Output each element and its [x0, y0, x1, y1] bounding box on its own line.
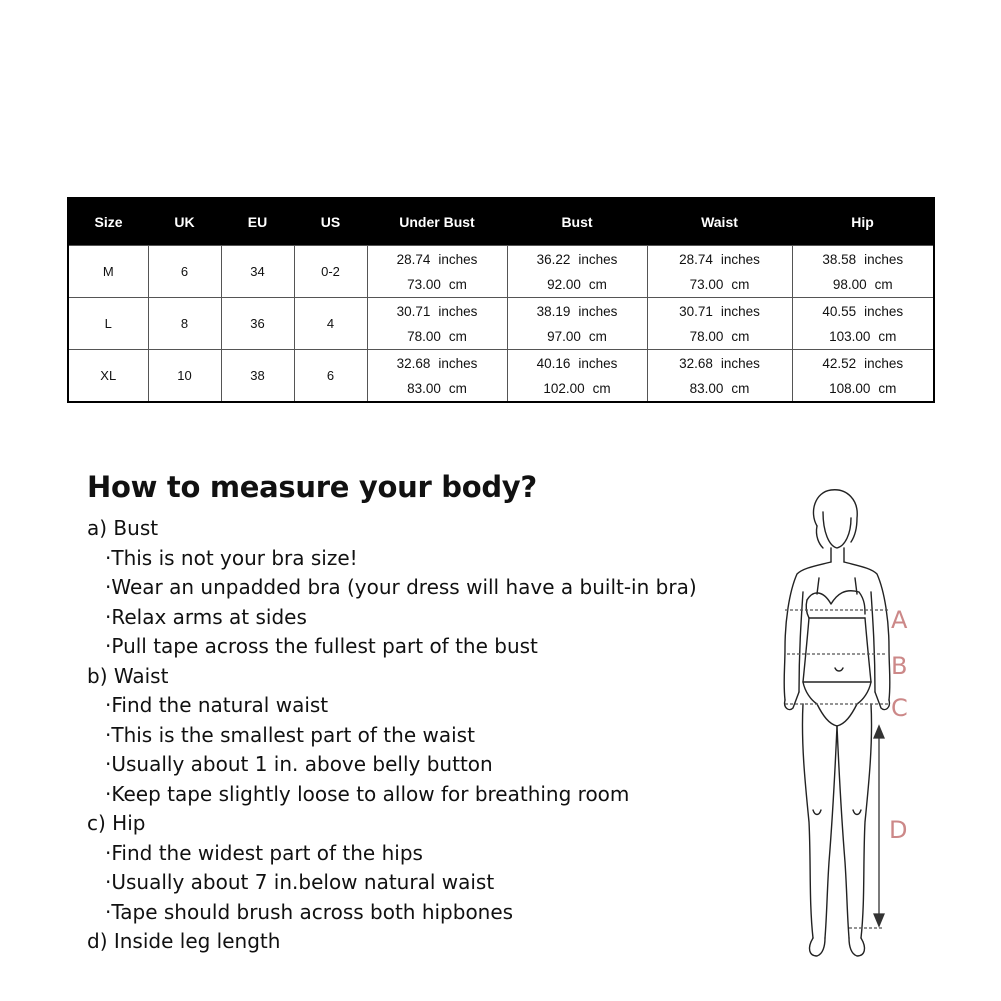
marker-a: A: [891, 606, 908, 634]
uk-cell: 8: [148, 298, 221, 350]
eu-cell: 36: [221, 298, 294, 350]
uk-cell: 10: [148, 350, 221, 403]
bust-section-label: a) Bust: [87, 516, 159, 540]
measure-markers: [889, 606, 908, 844]
us-cell: 6: [294, 350, 367, 403]
hip-inches: 40.55: [822, 303, 857, 319]
hip-cm: 108.00: [829, 380, 871, 396]
bust-cm: 102.00: [543, 380, 585, 396]
unit-cm: cm: [588, 276, 607, 292]
hip-tip: ·Usually about 7 in.below natural waist: [105, 870, 495, 894]
table-row: [68, 350, 934, 403]
waist-cm: 83.00: [689, 380, 724, 396]
measurement-lines: [785, 610, 889, 928]
hip-inches: 42.52: [822, 355, 857, 371]
bust-cm: 92.00: [547, 276, 581, 292]
under-bust-cell: [367, 350, 507, 403]
hip-cell: [792, 246, 934, 298]
bust-cm: 97.00: [547, 328, 581, 344]
table-header-row: [68, 198, 934, 246]
bust-tip: ·Wear an unpadded bra (your dress will have a built-in bra): [105, 575, 697, 599]
hip-cell: [792, 298, 934, 350]
waist-tip: ·Usually about 1 in. above belly button: [105, 752, 493, 776]
waist-inches: 28.74: [679, 251, 713, 267]
unit-cm: cm: [731, 328, 750, 344]
inside-leg-arrow: [874, 726, 884, 926]
bust-tip: ·This is not your bra size!: [105, 545, 358, 570]
header-waist: Waist: [647, 198, 792, 246]
bust-inches: 36.22: [536, 251, 571, 267]
waist-inches: 30.71: [679, 303, 713, 319]
unit-cm: cm: [588, 328, 607, 344]
us-cell: 4: [294, 298, 367, 350]
unit-inches: inches: [864, 251, 904, 267]
bust-cell: [507, 298, 647, 350]
header-us: US: [294, 198, 367, 246]
unit-cm: cm: [731, 380, 750, 396]
hip-inches: 38.58: [822, 251, 857, 267]
hip-tip: ·Tape should brush across both hipbones: [105, 899, 514, 924]
header-uk: UK: [148, 198, 221, 246]
unit-inches: inches: [720, 251, 760, 267]
bust-cell: [507, 246, 647, 298]
unit-inches: inches: [438, 251, 478, 267]
under-bust-cm: 73.00: [407, 276, 441, 292]
bust-inches: 40.16: [536, 355, 571, 371]
guide-title: How to measure your body?: [87, 470, 537, 504]
size-cell: M: [68, 246, 148, 298]
hip-tip: ·Find the widest part of the hips: [105, 840, 423, 865]
under-bust-cm: 83.00: [407, 380, 441, 396]
hip-cm: 98.00: [832, 276, 867, 292]
waist-cell: [647, 350, 792, 403]
measure-guide: [87, 470, 767, 957]
under-bust-cm: 78.00: [407, 328, 441, 344]
unit-inches: inches: [578, 251, 618, 267]
waist-cm: 73.00: [689, 276, 724, 292]
unit-inches: inches: [438, 303, 478, 319]
waist-tip: ·This is the smallest part of the waist: [105, 722, 475, 747]
unit-inches: inches: [720, 355, 760, 371]
header-under-bust: Under Bust: [367, 198, 507, 246]
unit-inches: inches: [720, 303, 760, 319]
waist-tip: ·Find the natural waist: [105, 693, 329, 717]
unit-cm: cm: [448, 380, 467, 396]
bust-inches: 38.19: [536, 303, 571, 319]
table-row: [68, 246, 934, 298]
under-bust-inches: 30.71: [396, 303, 431, 319]
header-size: Size: [68, 198, 148, 246]
under-bust-cell: [367, 246, 507, 298]
under-bust-inches: 28.74: [396, 251, 431, 267]
unit-cm: cm: [448, 276, 467, 292]
marker-c: C: [891, 694, 908, 722]
body-outline: [784, 490, 890, 956]
waist-inches: 32.68: [679, 355, 713, 371]
size-chart-table: [67, 197, 935, 403]
size-cell: XL: [68, 350, 148, 403]
hip-cm: 103.00: [829, 328, 871, 344]
header-eu: EU: [221, 198, 294, 246]
unit-cm: cm: [448, 328, 467, 344]
under-bust-inches: 32.68: [396, 355, 431, 371]
marker-d: D: [889, 816, 908, 844]
size-cell: L: [68, 298, 148, 350]
header-hip: Hip: [792, 198, 934, 246]
waist-cell: [647, 298, 792, 350]
waist-cell: [647, 246, 792, 298]
unit-inches: inches: [864, 355, 904, 371]
table-row: [68, 298, 934, 350]
eu-cell: 38: [221, 350, 294, 403]
leg-section-label: d) Inside leg length: [87, 929, 281, 953]
unit-cm: cm: [874, 276, 893, 292]
waist-cm: 78.00: [689, 328, 724, 344]
eu-cell: 34: [221, 246, 294, 298]
unit-inches: inches: [578, 303, 618, 319]
unit-inches: inches: [578, 355, 618, 371]
unit-cm: cm: [878, 328, 897, 344]
under-bust-cell: [367, 298, 507, 350]
body-figure-illustration: [765, 482, 925, 964]
unit-cm: cm: [731, 276, 750, 292]
header-bust: Bust: [507, 198, 647, 246]
unit-cm: cm: [592, 380, 611, 396]
waist-tip: ·Keep tape slightly loose to allow for breathing room: [105, 781, 630, 806]
waist-section-label: b) Waist: [87, 663, 169, 688]
unit-cm: cm: [878, 380, 897, 396]
us-cell: 0-2: [294, 246, 367, 298]
hip-section-label: c) Hip: [87, 811, 146, 835]
unit-inches: inches: [864, 303, 904, 319]
marker-b: B: [891, 652, 908, 680]
bust-tip: ·Relax arms at sides: [105, 604, 307, 629]
uk-cell: 6: [148, 246, 221, 298]
bust-cell: [507, 350, 647, 403]
hip-cell: [792, 350, 934, 403]
bust-tip: ·Pull tape across the fullest part of the bust: [105, 634, 538, 658]
unit-inches: inches: [438, 355, 478, 371]
